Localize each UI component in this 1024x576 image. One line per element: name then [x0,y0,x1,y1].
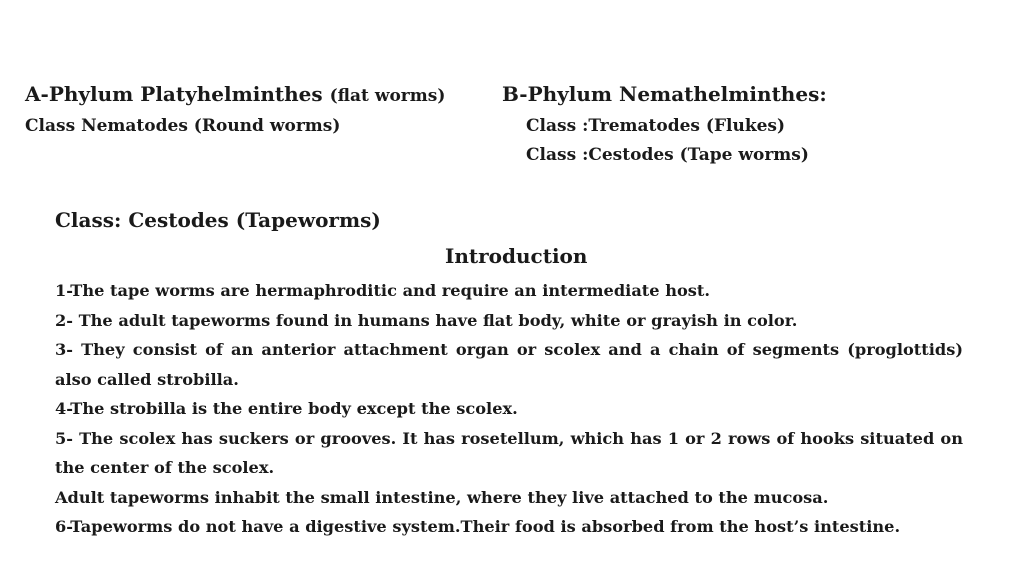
section-title: Class: Cestodes (Tapeworms) [55,208,381,232]
point-4: 4-The strobilla is the entire body except the scolex. [55,399,518,418]
points-list [55,276,963,542]
point-6: 6-Tapeworms do not have a digestive system.Their food is absorbed from the host’s intestine. [55,517,901,536]
point-3: 3- They consist of an anterior attachment organ or scolex and a chain of segments (proglottids) also called strobilla. [55,340,963,389]
class-nematodes-line: Class Nematodes (Round worms) [25,116,341,136]
point-5: 5- The scolex has suckers or grooves. It has rosetellum, which has 1 or 2 rows of hooks situated on the center of the scolex. [55,428,963,477]
heading-phylum-platyhelminthes-text: A-Phylum Platyhelminthes [25,82,323,106]
point-habitat: Adult tapeworms inhabit the small intestine, where they live attached to the mucosa. [55,487,829,507]
heading-phylum-nemathelminthes: B-Phylum Nemathelminthes: [502,82,827,106]
point-2: 2- The adult tapeworms found in humans have flat body, white or grayish in color. [55,310,798,330]
class-trematodes-line: Class :Trematodes (Flukes) [526,116,786,136]
introduction-heading: Introduction [445,244,588,268]
heading-phylum-platyhelminthes [25,82,445,106]
point-1: 1-The tape worms are hermaphroditic and require an intermediate host. [55,281,711,300]
class-cestodes-line: Class :Cestodes (Tape worms) [526,145,809,165]
heading-flat-worms-note: (flat worms) [329,86,446,106]
